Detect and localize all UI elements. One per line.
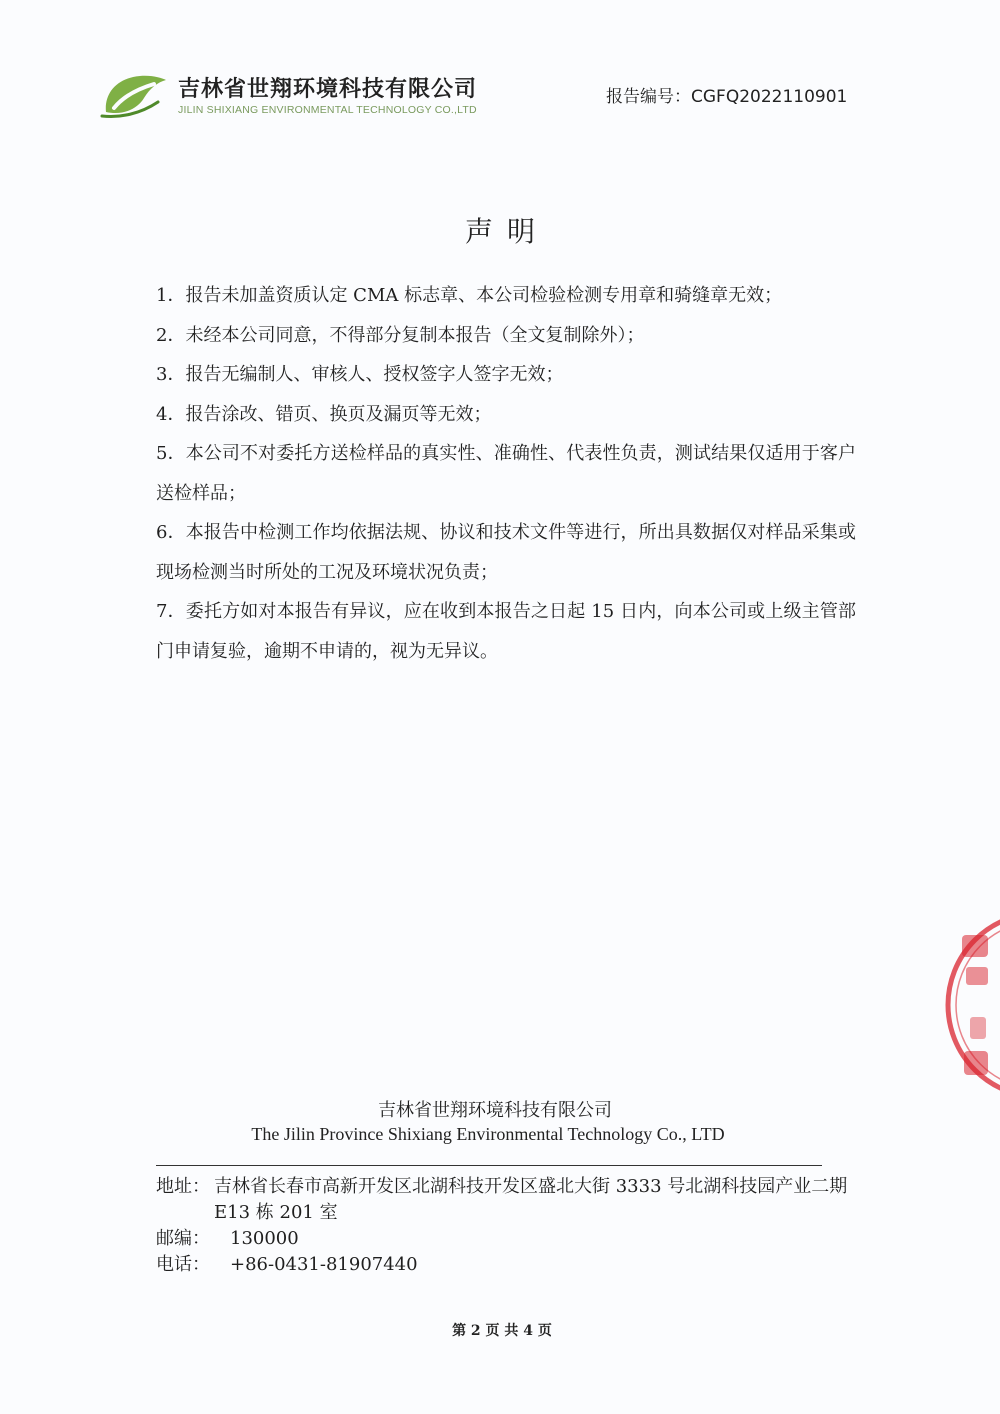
postcode-label: 邮编： (156, 1228, 210, 1249)
company-logo-icon (100, 72, 168, 118)
footer-divider (156, 1165, 822, 1166)
page-title: 声明 (464, 215, 549, 248)
report-number: 报告编号：CGFQ2022110901 (606, 87, 848, 107)
header-company-name-en: JILIN SHIXIANG ENVIRONMENTAL TECHNOLOGY CO.,LTD (178, 104, 477, 116)
clause-1: 1．报告未加盖资质认定 CMA 标志章、本公司检验检测专用章和骑缝章无效； (156, 285, 783, 306)
phone-label: 电话： (156, 1254, 210, 1275)
footer-company-name-en: The Jilin Province Shixiang Environmental Technology Co., LTD (251, 1124, 725, 1144)
seal-stamp-icon (940, 905, 1000, 1105)
address-row (156, 1174, 856, 1226)
phone-value: +86-0431-81907440 (230, 1254, 418, 1275)
clause-4: 4．报告涂改、错页、换页及漏页等无效； (156, 403, 492, 425)
postcode-row (156, 1226, 856, 1252)
contact-info (156, 1174, 856, 1278)
phone-row (156, 1252, 856, 1278)
declaration-clauses (156, 276, 856, 671)
clause-7: 7．委托方如对本报告有异议，应在收到本报告之日起 15 日内，向本公司或上级主管部门申请复验，逾期不申请的，视为无异议。 (156, 601, 856, 662)
address-label: 地址： (156, 1176, 210, 1197)
clause-2: 2．未经本公司同意，不得部分复制本报告（全文复制除外）； (156, 324, 645, 346)
header-company-name-cn: 吉林省世翔环境科技有限公司 (178, 77, 478, 102)
clause-5: 5．本公司不对委托方送检样品的真实性、准确性、代表性负责，测试结果仅适用于客户送检样品； (156, 443, 856, 504)
postcode-value: 130000 (230, 1228, 299, 1249)
page-number: 第 2 页 共 4 页 (452, 1323, 552, 1339)
footer-company-name-cn: 吉林省世翔环境科技有限公司 (378, 1100, 612, 1121)
address-value: 吉林省长春市高新开发区北湖科技开发区盛北大街 3333 号北湖科技园产业二期 E13 栋 201 室 (214, 1176, 848, 1223)
clause-3: 3．报告无编制人、审核人、授权签字人签字无效； (156, 364, 564, 385)
clause-6: 6．本报告中检测工作均依据法规、协议和技术文件等进行，所出具数据仅对样品采集或现场检测当时所处的工况及环境状况负责； (156, 522, 856, 583)
